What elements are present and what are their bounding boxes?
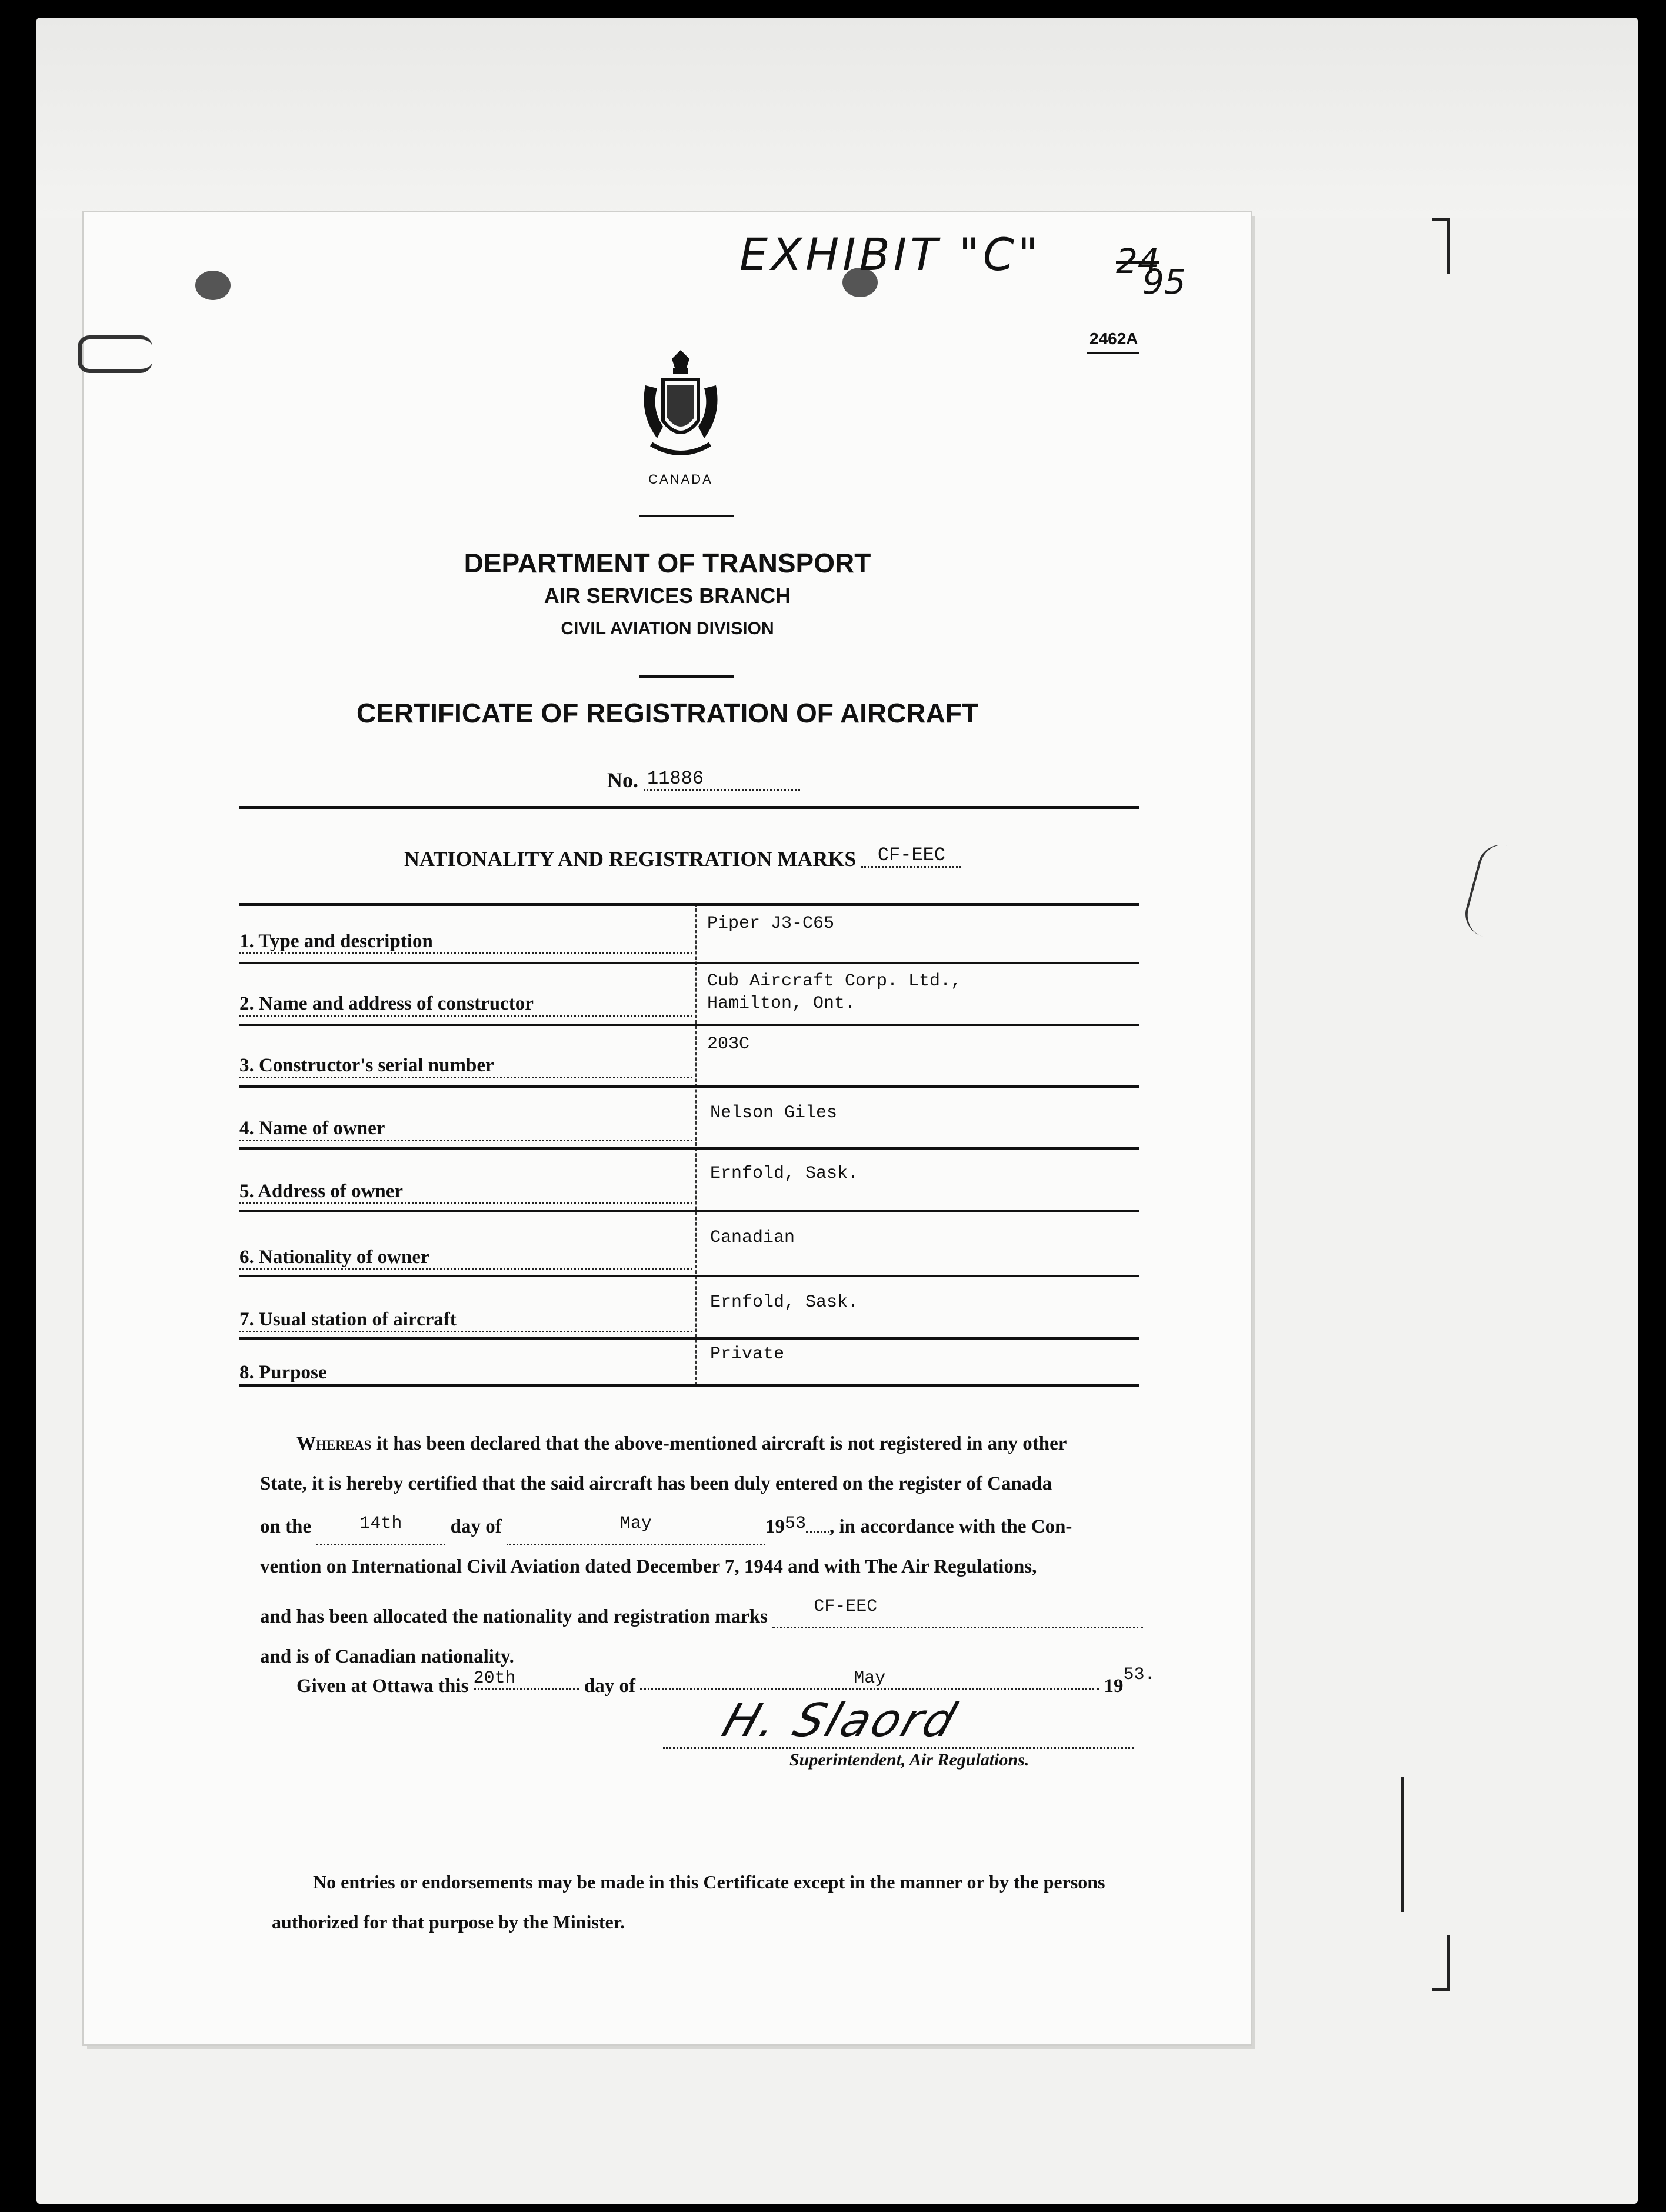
- dot-leader: [806, 1531, 829, 1533]
- field-label: 5. Address of owner: [239, 1181, 692, 1204]
- marks-label: NATIONALITY AND REGISTRATION MARKS: [404, 847, 857, 871]
- field-label: 6. Nationality of owner: [239, 1247, 692, 1270]
- staple-mark: [78, 335, 152, 373]
- table-row-owner-name: [239, 1085, 1148, 1147]
- signatory-title: Superintendent, Air Regulations.: [789, 1750, 1029, 1770]
- footer-line: No entries or endorsements may be made in this Certificate except in the manner or by the persons: [313, 1871, 1105, 1893]
- table-row-constructor: [239, 962, 1148, 1021]
- crest-caption: CANADA: [648, 472, 713, 487]
- given-day: 20th: [474, 1668, 579, 1690]
- number-value: 11886: [644, 768, 800, 791]
- footer-notice: [272, 1862, 1213, 1942]
- department-heading: DEPARTMENT OF TRANSPORT: [464, 548, 871, 578]
- whereas-word: Whereas: [296, 1433, 372, 1454]
- certification-text: and has been allocated the nationality and registration marks: [260, 1606, 768, 1627]
- registration-marks-line: [404, 844, 961, 871]
- field-label: 8. Purpose: [239, 1362, 692, 1385]
- division-heading: CIVIL AVIATION DIVISION: [561, 619, 774, 638]
- signature: H. Slaord: [716, 1694, 965, 1747]
- day-of-text: day of: [450, 1516, 502, 1537]
- entry-year: 53: [784, 1514, 806, 1534]
- table-row-type: [239, 903, 1148, 962]
- marks-value: CF-EEC: [861, 844, 961, 868]
- given-month: May: [640, 1668, 1099, 1690]
- field-label: 2. Name and address of constructor: [239, 993, 692, 1017]
- number-label: No.: [607, 768, 638, 792]
- field-label: 3. Constructor's serial number: [239, 1055, 692, 1078]
- certificate-title: CERTIFICATE OF REGISTRATION OF AIRCRAFT: [356, 698, 979, 728]
- given-line: [296, 1665, 1155, 1697]
- footer-line: authorized for that purpose by the Minister.: [272, 1911, 625, 1933]
- table-row-purpose: [239, 1337, 1148, 1385]
- on-the-text: on the: [260, 1516, 312, 1537]
- divider-middle: [639, 675, 734, 678]
- rule-above-marks: [239, 806, 1139, 809]
- certification-line: vention on International Civil Aviation dated December 7, 1944 and with The Air Regulations,: [260, 1556, 1037, 1577]
- certification-line: State, it is hereby certified that the said aircraft has been duly entered on the register of Canada: [260, 1473, 1052, 1494]
- entry-month: May: [507, 1504, 765, 1545]
- given-prefix: Given at Ottawa this: [296, 1675, 469, 1697]
- field-value: Piper J3-C65: [707, 914, 835, 934]
- table-row-nationality: [239, 1210, 1148, 1274]
- field-value: Ernfold, Sask.: [710, 1292, 859, 1312]
- field-value: Ernfold, Sask.: [710, 1164, 859, 1184]
- certification-text: it has been declared that the above-mentioned aircraft is not registered in any other: [371, 1433, 1067, 1454]
- divider-top: [639, 515, 734, 517]
- page-number-struck: 24: [1116, 241, 1159, 281]
- margin-line: [1401, 1777, 1404, 1912]
- field-label: 4. Name of owner: [239, 1118, 692, 1141]
- certificate-sheet: [84, 212, 1251, 2044]
- page-number: 95: [1142, 262, 1186, 302]
- given-year: 53.: [1123, 1665, 1155, 1685]
- field-label: 1. Type and description: [239, 931, 692, 954]
- branch-heading: AIR SERVICES BRANCH: [544, 584, 791, 608]
- table-row-station: [239, 1275, 1148, 1337]
- allocated-marks: CF-EEC: [772, 1587, 1143, 1628]
- field-value: Nelson Giles: [710, 1103, 838, 1123]
- corner-bracket-top: [1432, 218, 1450, 274]
- scanned-page: [36, 18, 1638, 2204]
- exhibit-mark: EXHIBIT "C": [739, 228, 1042, 281]
- given-day-of: day of: [584, 1675, 636, 1697]
- details-table: [239, 903, 1148, 1385]
- field-value: Canadian: [710, 1228, 795, 1248]
- entry-day: 14th: [316, 1504, 445, 1545]
- canada-coat-of-arms: [637, 350, 725, 468]
- year-prefix: 19: [765, 1516, 785, 1537]
- field-value: Cub Aircraft Corp. Ltd., Hamilton, Ont.: [707, 971, 962, 1014]
- certification-line: [260, 1424, 1154, 1464]
- certification-paragraph: [260, 1424, 1154, 1677]
- form-number: 2462A: [1089, 329, 1138, 348]
- form-number-underline: [1087, 352, 1139, 354]
- field-value: Private: [710, 1344, 785, 1364]
- certification-line: [260, 1504, 1154, 1547]
- certification-line: [260, 1587, 1154, 1637]
- pen-mark: [1460, 840, 1510, 937]
- row-rule: [239, 1384, 1139, 1387]
- certification-text: , in accordance with the Con-: [829, 1516, 1072, 1537]
- table-row-serial: [239, 1024, 1148, 1085]
- table-row-owner-address: [239, 1147, 1148, 1209]
- field-label: 7. Usual station of aircraft: [239, 1309, 692, 1332]
- punch-hole-left: [195, 271, 231, 300]
- given-year-prefix: 19: [1104, 1675, 1124, 1697]
- corner-bracket-bottom: [1432, 1936, 1450, 1991]
- field-value: 203C: [707, 1034, 750, 1054]
- certificate-number: [607, 768, 800, 792]
- certification-line: and is of Canadian nationality.: [260, 1646, 514, 1667]
